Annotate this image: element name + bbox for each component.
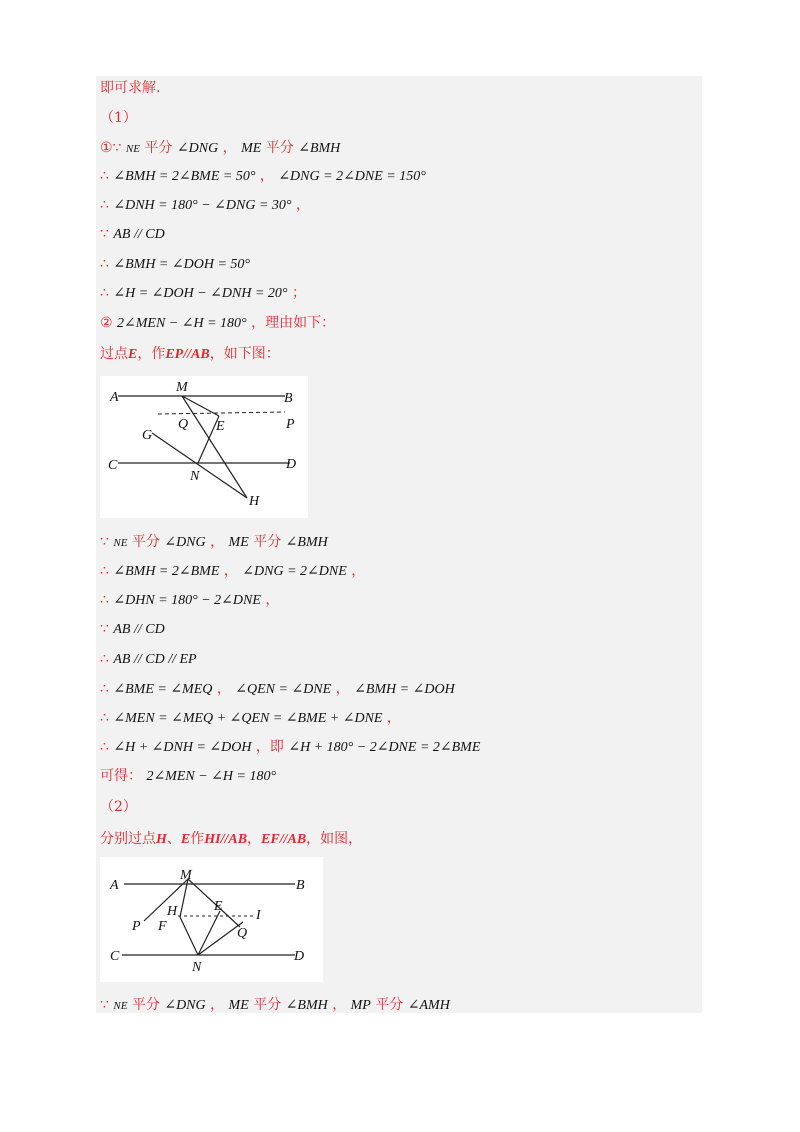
label-i: I bbox=[256, 908, 261, 923]
punct: ， bbox=[295, 197, 310, 213]
text-conclusion: 可得： bbox=[100, 768, 142, 784]
label-d: D bbox=[294, 949, 305, 964]
math-parallel: HI//AB bbox=[204, 832, 248, 847]
figure-1 bbox=[100, 376, 308, 518]
math-equation: 2∠MEN − ∠H = 180° bbox=[117, 316, 247, 331]
punct: ， bbox=[222, 140, 237, 156]
therefore-symbol: ∴ bbox=[100, 651, 109, 667]
text: 作 bbox=[190, 831, 205, 847]
text-line-3 bbox=[100, 139, 340, 158]
label-b: B bbox=[284, 391, 293, 406]
because-symbol: ∵ bbox=[100, 226, 109, 242]
line-ne bbox=[198, 911, 220, 955]
label-d: D bbox=[286, 457, 297, 472]
therefore-symbol: ∴ bbox=[100, 592, 109, 608]
line-mp bbox=[144, 879, 188, 921]
math-equation: ∠H + 180° − 2∠DNE = 2∠BME bbox=[288, 740, 481, 755]
math-equation: ∠DHN = 180° − 2∠DNE bbox=[113, 593, 261, 608]
punct: ， bbox=[332, 997, 347, 1013]
text-bisect: 平分 bbox=[144, 140, 173, 156]
label-f: F bbox=[158, 919, 167, 934]
math-equation: ∠BME = ∠MEQ bbox=[113, 682, 213, 697]
label-a: A bbox=[110, 878, 119, 893]
math-equation: ∠H + ∠DNH = ∠DOH bbox=[113, 740, 252, 755]
part-2-heading: （2） bbox=[100, 799, 137, 815]
math-point: E bbox=[128, 347, 138, 362]
punct: ， bbox=[351, 563, 366, 579]
because-symbol: ∵ bbox=[100, 534, 109, 550]
text-line-5 bbox=[100, 196, 310, 215]
label-m: M bbox=[176, 380, 188, 395]
line-hn bbox=[180, 917, 198, 955]
text-line-8 bbox=[100, 284, 306, 303]
text-bisect: 平分 bbox=[131, 534, 160, 550]
figure-2 bbox=[100, 857, 323, 982]
math-equation: ∠BMH = 2∠BME bbox=[113, 564, 220, 579]
label-p: P bbox=[132, 919, 141, 934]
math-equation: ∠BMH = ∠DOH = 50° bbox=[113, 257, 250, 272]
label-g: G bbox=[142, 428, 153, 443]
punct: ， bbox=[386, 710, 401, 726]
text: 、 bbox=[166, 831, 181, 847]
math-equation: ∠DNG = 2∠DNE bbox=[242, 564, 347, 579]
text: 分别过点 bbox=[100, 831, 156, 847]
label-e: E bbox=[214, 899, 223, 914]
math-point: E bbox=[180, 832, 191, 847]
math-equation: ∠MEN = ∠MEQ + ∠QEN = ∠BME + ∠DNE bbox=[113, 711, 383, 726]
text: 过点 bbox=[100, 346, 128, 362]
math-equation: AB // CD bbox=[113, 227, 165, 242]
label-a: A bbox=[110, 390, 119, 405]
text-line-21 bbox=[100, 830, 362, 849]
because-symbol: ①∵ bbox=[100, 140, 122, 156]
text-line-14 bbox=[100, 620, 165, 639]
line-gh bbox=[152, 433, 247, 498]
math-angle: ∠AMH bbox=[407, 998, 450, 1013]
label-h: H bbox=[249, 494, 260, 509]
text-line-2 bbox=[100, 109, 137, 127]
label-n: N bbox=[190, 469, 200, 484]
text-line-1 bbox=[100, 79, 160, 97]
math-segment: NE bbox=[125, 143, 140, 155]
punct: ， bbox=[265, 592, 280, 608]
text-line-17 bbox=[100, 709, 401, 728]
text: ，如图， bbox=[306, 831, 363, 847]
text-line-7 bbox=[100, 255, 250, 274]
punct: ， bbox=[223, 563, 238, 579]
therefore-symbol: ∴ bbox=[100, 256, 109, 272]
math-point: H bbox=[156, 832, 167, 847]
text-line-4 bbox=[100, 167, 426, 186]
punct: ， bbox=[210, 534, 225, 550]
math-angle: ∠BMH bbox=[298, 141, 341, 156]
math-angle: ∠DNG bbox=[164, 535, 206, 550]
math-equation: ∠QEN = ∠DNE bbox=[235, 682, 332, 697]
therefore-symbol: ∴ bbox=[100, 563, 109, 579]
label-q: Q bbox=[178, 417, 189, 432]
math-segment: ME bbox=[241, 141, 262, 156]
math-segment: ME bbox=[228, 535, 249, 550]
math-angle: ∠DNG bbox=[164, 998, 206, 1013]
text-line-19 bbox=[100, 767, 276, 786]
label-c: C bbox=[110, 949, 120, 964]
therefore-symbol: ∴ bbox=[100, 168, 109, 184]
because-symbol: ∵ bbox=[100, 997, 109, 1013]
label-n: N bbox=[192, 960, 202, 975]
label-p: P bbox=[286, 417, 295, 432]
math-equation: ∠BMH = 2∠BME = 50° bbox=[113, 169, 256, 184]
punct: ， bbox=[259, 168, 274, 184]
text-line-13 bbox=[100, 591, 279, 610]
text-line-20 bbox=[100, 798, 137, 816]
text-line-9 bbox=[100, 314, 335, 333]
label-q: Q bbox=[237, 926, 248, 941]
math-angle: ∠BMH bbox=[285, 998, 328, 1013]
math-equation: AB // CD bbox=[113, 622, 165, 637]
label-h: H bbox=[167, 904, 178, 919]
math-segment: MP bbox=[350, 998, 371, 1013]
therefore-symbol: ∴ bbox=[100, 739, 109, 755]
math-equation: AB // CD // EP bbox=[113, 652, 197, 667]
label-b: B bbox=[296, 878, 305, 893]
text: ， bbox=[247, 831, 262, 847]
text-line-16 bbox=[100, 680, 455, 699]
text-bisect: 平分 bbox=[131, 997, 160, 1013]
figure-2-diagram bbox=[100, 857, 323, 982]
line-ep-dashed bbox=[158, 412, 285, 414]
circled-number: ② bbox=[100, 315, 113, 331]
label-m: M bbox=[180, 868, 192, 883]
text-line-10 bbox=[100, 345, 280, 364]
punct: ； bbox=[291, 285, 306, 301]
math-angle: ∠DNG bbox=[176, 141, 219, 156]
math-equation: ∠H = ∠DOH − ∠DNH = 20° bbox=[113, 286, 288, 301]
text-line-18 bbox=[100, 738, 480, 757]
text-line-11 bbox=[100, 533, 328, 552]
math-equation: 2∠MEN − ∠H = 180° bbox=[146, 769, 277, 784]
part-1-heading: （1） bbox=[100, 110, 137, 126]
math-angle: ∠BMH bbox=[285, 535, 328, 550]
text-line-12 bbox=[100, 562, 365, 581]
math-segment: NE bbox=[113, 1000, 128, 1012]
punct: ， bbox=[216, 681, 231, 697]
text-line-6 bbox=[100, 225, 165, 244]
because-symbol: ∵ bbox=[100, 621, 109, 637]
math-equation: ∠BMH = ∠DOH bbox=[354, 682, 455, 697]
text: ，作 bbox=[137, 346, 166, 362]
label-e: E bbox=[216, 419, 225, 434]
text-bisect: 平分 bbox=[375, 997, 404, 1013]
therefore-symbol: ∴ bbox=[100, 681, 109, 697]
math-segment: ME bbox=[228, 998, 249, 1013]
punct: ， bbox=[210, 997, 225, 1013]
therefore-symbol: ∴ bbox=[100, 285, 109, 301]
text-reason: ，理由如下： bbox=[251, 315, 336, 331]
text: ，即 bbox=[255, 739, 284, 755]
figure-1-diagram bbox=[100, 376, 308, 518]
therefore-symbol: ∴ bbox=[100, 197, 109, 213]
math-parallel: EP//AB bbox=[165, 347, 210, 362]
text-bisect: 平分 bbox=[265, 140, 294, 156]
text-line-15 bbox=[100, 650, 197, 669]
math-parallel: EF//AB bbox=[261, 832, 307, 847]
text-intro: 即可求解. bbox=[100, 80, 161, 96]
math-segment: NE bbox=[113, 537, 128, 549]
text-bisect: 平分 bbox=[253, 997, 282, 1013]
math-equation: ∠DNH = 180° − ∠DNG = 30° bbox=[113, 198, 292, 213]
text-line-22 bbox=[100, 996, 450, 1015]
text: ，如下图： bbox=[209, 346, 280, 362]
math-equation: ∠DNG = 2∠DNE = 150° bbox=[278, 169, 426, 184]
therefore-symbol: ∴ bbox=[100, 710, 109, 726]
punct: ， bbox=[335, 681, 350, 697]
text-bisect: 平分 bbox=[253, 534, 282, 550]
label-c: C bbox=[108, 458, 118, 473]
